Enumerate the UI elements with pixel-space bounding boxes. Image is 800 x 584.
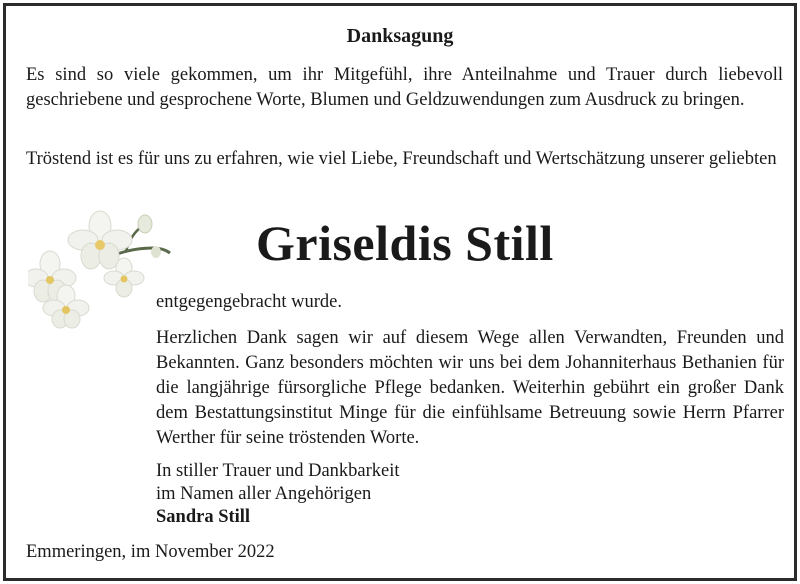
thanks-paragraph: Herzlichen Dank sagen wir auf diesem Wege allen Verwandten, Freunden und Bekannten. Ganz besonders möchten wir uns bei dem Johanniterhaus Bethanien für die langjährige fürsorgliche Pflege bedanken. Weiterhin gebührt ein großer Dank dem Bestattungsinstitut Minge für die einfühlsame Betreuung sowie Herrn Pfarrer Werther für seine tröstenden Worte. — [156, 328, 784, 448]
signatory-name: Sandra Still — [156, 507, 251, 527]
continuation-text: entgegengebracht wurde. — [156, 292, 342, 312]
closing-line-1: In stiller Trauer und Dankbarkeit — [156, 461, 400, 481]
white-orchid-icon — [28, 208, 173, 330]
deceased-name: Griseldis Still — [256, 215, 554, 271]
obituary-card — [3, 3, 797, 581]
notice-heading: Danksagung — [346, 25, 454, 47]
closing-line-2: im Namen aller Angehörigen — [156, 484, 372, 504]
place-date: Emmeringen, im November 2022 — [26, 542, 275, 562]
comfort-paragraph: Tröstend ist es für uns zu erfahren, wie viel Liebe, Freundschaft und Wertschätzung unserer geliebten — [26, 149, 777, 169]
intro-paragraph: Es sind so viele gekommen, um ihr Mitgefühl, ihre Anteilnahme und Trauer durch liebevoll geschriebene und gesprochene Worte, Blumen und Geldzuwendungen zum Ausdruck zu bringen. — [26, 65, 783, 110]
